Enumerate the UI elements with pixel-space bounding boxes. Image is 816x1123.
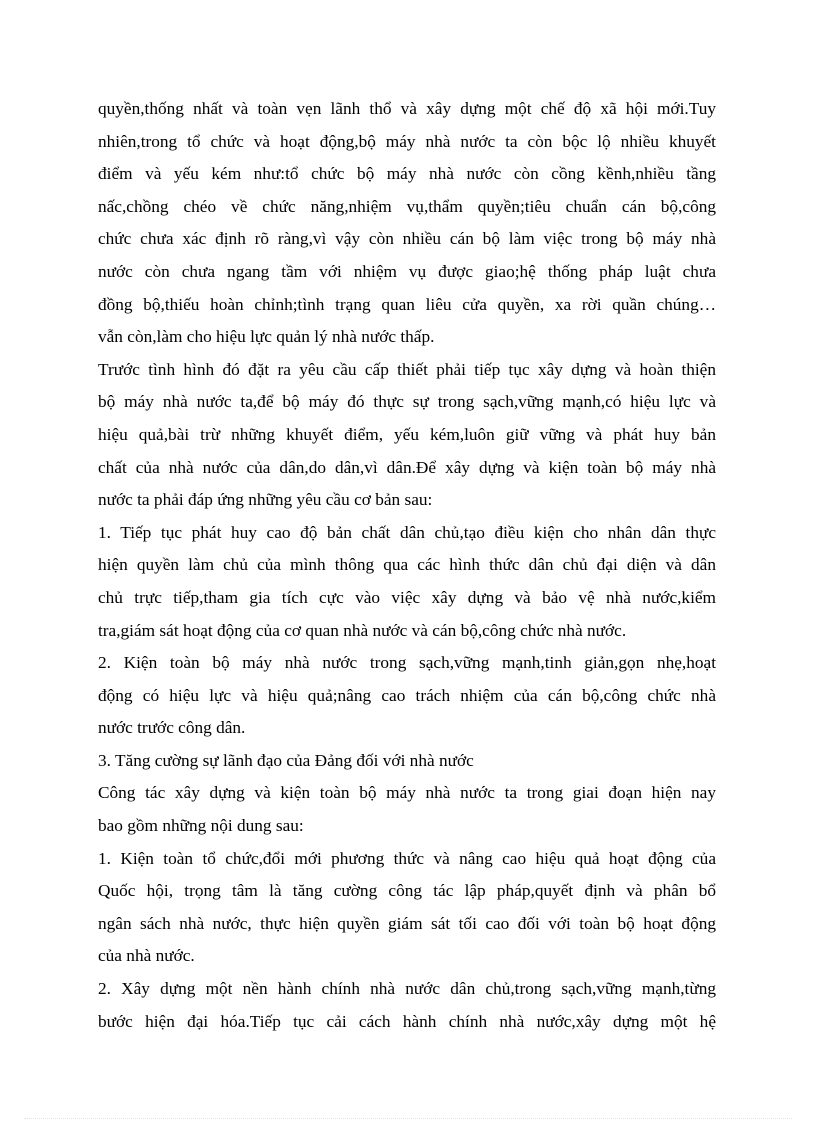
text-line: 2. Kiện toàn bộ máy nhà nước trong sạch,vững mạnh,tinh giản,gọn nhẹ,hoạt [98, 653, 716, 673]
text-line: của nhà nước. [98, 946, 195, 966]
text-line: nước còn chưa ngang tầm với nhiệm vụ được giao;hệ thống pháp luật chưa [98, 261, 716, 281]
text-line: vẫn còn,làm cho hiệu lực quản lý nhà nước thấp. [98, 327, 435, 347]
text-line: Công tác xây dựng và kiện toàn bộ máy nhà nước ta trong giai đoạn hiện nay [98, 783, 716, 803]
text-line: điểm và yếu kém như:tổ chức bộ máy nhà nước còn cồng kềnh,nhiều tầng [98, 164, 716, 184]
text-line: bộ máy nhà nước ta,để bộ máy đó thực sự trong sạch,vững mạnh,có hiệu lực và [98, 392, 716, 412]
text-line: chất của nhà nước của dân,do dân,vì dân.Để xây dựng và kiện toàn bộ máy nhà [98, 457, 716, 477]
text-line: nấc,chồng chéo về chức năng,nhiệm vụ,thẩm quyền;tiêu chuẩn cán bộ,công [98, 196, 716, 216]
text-line: 3. Tăng cường sự lãnh đạo của Đảng đối với nhà nước [98, 750, 474, 770]
text-line: nhiên,trong tổ chức và hoạt động,bộ máy nhà nước ta còn bộc lộ nhiều khuyết [98, 131, 716, 151]
text-line: động có hiệu lực và hiệu quả;nâng cao trách nhiệm của cán bộ,công chức nhà [98, 685, 716, 705]
text-line: 2. Xây dựng một nền hành chính nhà nước dân chủ,trong sạch,vững mạnh,từng [98, 979, 716, 999]
text-line: 1. Kiện toàn tổ chức,đổi mới phương thức và nâng cao hiệu quả hoạt động của [98, 848, 716, 868]
text-line: hiệu quả,bài trừ những khuyết điểm, yếu kém,luôn giữ vững và phát huy bản [98, 424, 716, 444]
text-line: ngân sách nhà nước, thực hiện quyền giám sát tối cao đối với toàn bộ hoạt động [98, 913, 716, 933]
text-line: đồng bộ,thiếu hoàn chỉnh;tình trạng quan liêu cửa quyền, xa rời quần chúng… [98, 294, 716, 314]
text-line: chức chưa xác định rõ ràng,vì vậy còn nhiều cán bộ làm việc trong bộ máy nhà [98, 229, 716, 249]
text-line: hiện quyền làm chủ của mình thông qua các hình thức dân chủ đại diện và dân [98, 555, 716, 575]
text-line: chủ trực tiếp,tham gia tích cực vào việc xây dựng và bảo vệ nhà nước,kiểm [98, 587, 716, 607]
text-line: Trước tình hình đó đặt ra yêu cầu cấp thiết phải tiếp tục xây dựng và hoàn thiện [98, 359, 716, 379]
text-line: nước trước công dân. [98, 718, 246, 738]
page-bottom-divider [24, 1118, 792, 1119]
body-text [98, 93, 716, 1038]
text-line: tra,giám sát hoạt động của cơ quan nhà nước và cán bộ,công chức nhà nước. [98, 620, 627, 640]
text-line: bao gồm những nội dung sau: [98, 816, 304, 836]
text-line: nước ta phải đáp ứng những yêu cầu cơ bản sau: [98, 490, 433, 510]
text-line: Quốc hội, trọng tâm là tăng cường công tác lập pháp,quyết định và phân bổ [98, 881, 716, 901]
text-line: 1. Tiếp tục phát huy cao độ bản chất dân chủ,tạo điều kiện cho nhân dân thực [98, 522, 716, 542]
text-line: bước hiện đại hóa.Tiếp tục cải cách hành chính nhà nước,xây dựng một hệ [98, 1011, 716, 1031]
text-line: quyền,thống nhất và toàn vẹn lãnh thổ và xây dựng một chế độ xã hội mới.Tuy [98, 99, 716, 118]
